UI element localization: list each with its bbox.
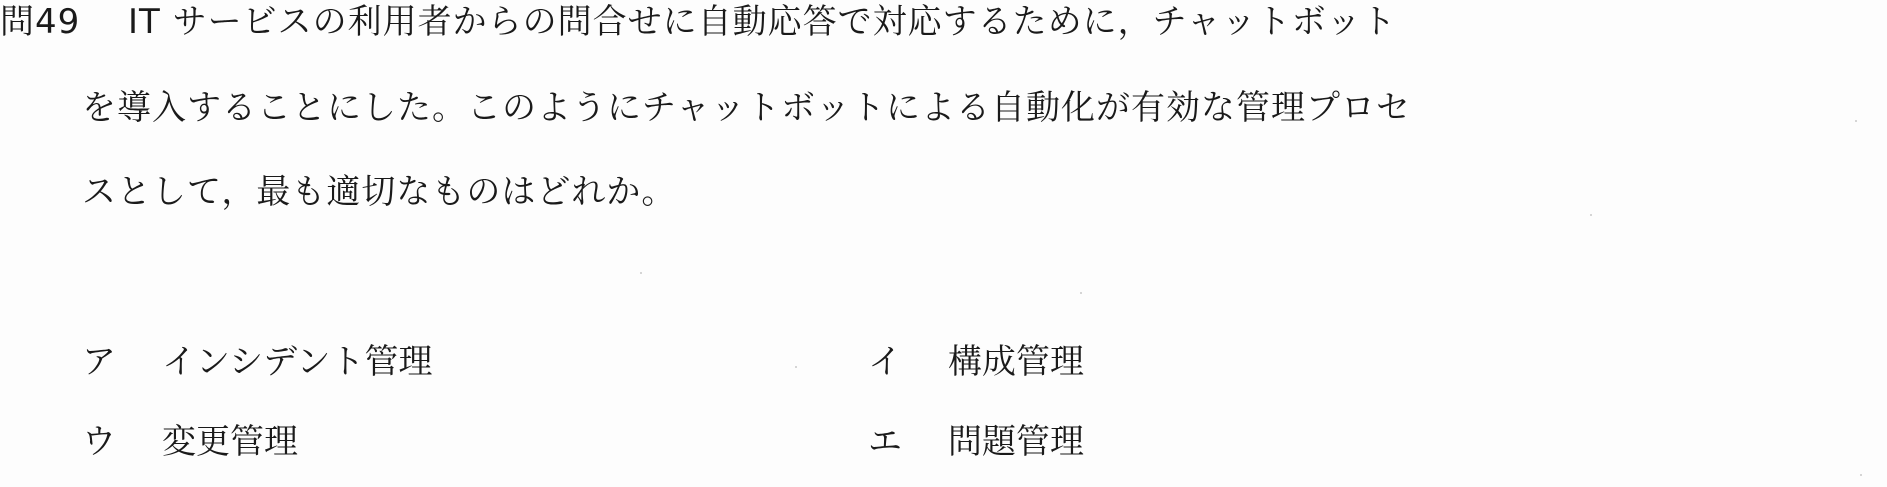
choice-i-text: 構成管理 bbox=[948, 342, 1084, 382]
choice-u-mark: ウ bbox=[82, 422, 116, 462]
question-text-line-2: を導入することにした。このようにチャットボットによる自動化が有効な管理プロセ bbox=[82, 88, 1411, 128]
choice-i[interactable] bbox=[868, 342, 1084, 382]
choice-u[interactable] bbox=[82, 422, 298, 462]
choice-u-text: 変更管理 bbox=[162, 422, 298, 462]
scan-speck bbox=[1080, 292, 1082, 294]
scan-speck bbox=[640, 272, 642, 274]
choice-i-mark: イ bbox=[868, 342, 902, 382]
scan-speck bbox=[1860, 474, 1862, 476]
choice-e-mark: エ bbox=[868, 422, 902, 462]
choice-a-mark: ア bbox=[82, 342, 116, 382]
scan-speck bbox=[1855, 120, 1857, 122]
choice-a-text: インシデント管理 bbox=[162, 342, 433, 382]
question-text-line-3: スとして，最も適切なものはどれか。 bbox=[82, 172, 677, 212]
choice-e-text: 問題管理 bbox=[948, 422, 1084, 462]
scan-speck bbox=[1590, 214, 1592, 216]
choice-e[interactable] bbox=[868, 422, 1084, 462]
question-number: 問49 bbox=[0, 2, 81, 42]
choice-a[interactable] bbox=[82, 342, 432, 382]
scan-speck bbox=[795, 366, 797, 368]
question-text-line-1: IT サービスの利用者からの問合せに自動応答で対応するために，チャットボット bbox=[128, 2, 1397, 42]
